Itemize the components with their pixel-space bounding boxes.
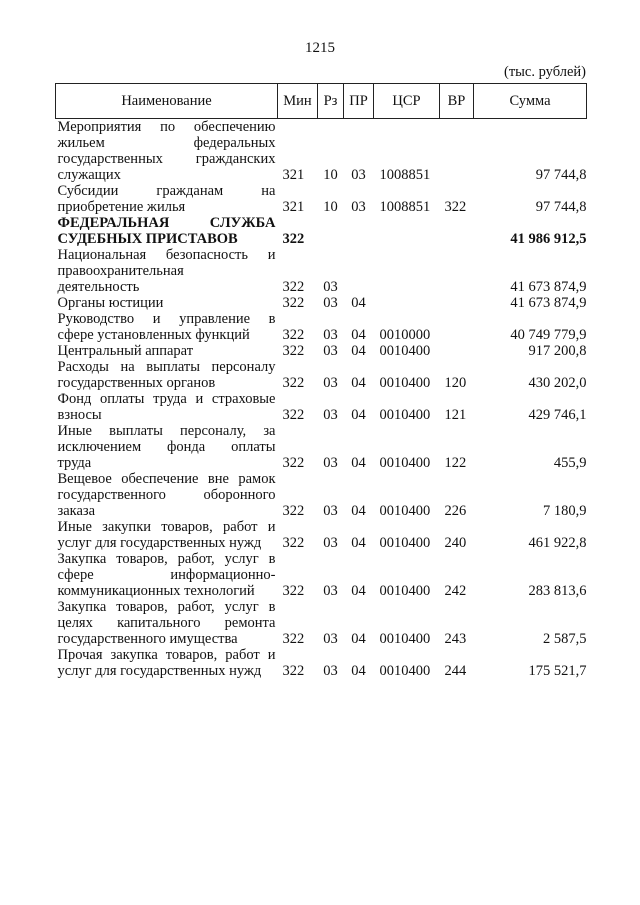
cell-csr: 0010400 bbox=[379, 663, 431, 679]
name-line: услуг для государственных нужд bbox=[57, 663, 262, 679]
cell-pr: 04 bbox=[351, 631, 366, 647]
cell-rz: 03 bbox=[323, 455, 338, 471]
name-line: служащих bbox=[57, 167, 121, 183]
cell-pr: 04 bbox=[351, 663, 366, 679]
cell-pr: 04 bbox=[351, 455, 366, 471]
name-line: государственного оборонного bbox=[57, 487, 276, 503]
cell-vr bbox=[440, 343, 474, 359]
units-label: (тыс. рублей) bbox=[504, 64, 586, 80]
name-line: Центральный аппарат bbox=[57, 343, 194, 359]
cell-csr: 0010400 bbox=[379, 535, 431, 551]
cell-vr bbox=[440, 295, 474, 311]
header-rz: Рз bbox=[318, 84, 344, 119]
cell-sum: 41 673 874,9 bbox=[510, 295, 587, 311]
table-row bbox=[56, 215, 587, 247]
cell-name bbox=[56, 295, 278, 311]
name-line: Прочая закупка товаров, работ и bbox=[57, 647, 276, 663]
cell-rz: 03 bbox=[323, 327, 338, 343]
header-pr: ПР bbox=[344, 84, 374, 119]
cell-sum: 175 521,7 bbox=[528, 663, 587, 679]
cell-vr bbox=[440, 215, 474, 247]
cell-csr: 0010400 bbox=[379, 343, 431, 359]
cell-name bbox=[56, 391, 278, 423]
name-line: государственного имущества bbox=[57, 631, 238, 647]
name-line: деятельность bbox=[57, 279, 140, 295]
cell-sum: 97 744,8 bbox=[535, 167, 587, 183]
cell-min: 322 bbox=[282, 583, 305, 599]
cell-sum: 461 922,8 bbox=[528, 535, 587, 551]
table-row bbox=[56, 343, 587, 359]
cell-sum: 283 813,6 bbox=[528, 583, 587, 599]
name-line: ФЕДЕРАЛЬНАЯ СЛУЖБА bbox=[57, 215, 276, 231]
table-body bbox=[56, 119, 587, 680]
name-line: государственных гражданских bbox=[57, 151, 276, 167]
cell-rz: 10 bbox=[323, 199, 338, 215]
table-row bbox=[56, 119, 587, 184]
cell-pr: 04 bbox=[351, 295, 366, 311]
cell-min: 322 bbox=[282, 631, 305, 647]
table-row bbox=[56, 183, 587, 215]
table-row bbox=[56, 359, 587, 391]
cell-name bbox=[56, 183, 278, 215]
cell-sum: 97 744,8 bbox=[535, 199, 587, 215]
cell-pr bbox=[344, 247, 374, 295]
table-header-row bbox=[56, 84, 587, 119]
cell-vr bbox=[440, 247, 474, 295]
cell-name bbox=[56, 599, 278, 647]
cell-rz bbox=[318, 215, 344, 247]
cell-name bbox=[56, 119, 278, 184]
cell-min: 322 bbox=[282, 375, 305, 391]
cell-rz: 03 bbox=[323, 279, 338, 295]
table-row bbox=[56, 471, 587, 519]
cell-min: 321 bbox=[282, 199, 305, 215]
cell-min: 322 bbox=[282, 295, 305, 311]
cell-min: 322 bbox=[282, 503, 305, 519]
cell-vr: 240 bbox=[444, 535, 467, 551]
cell-name bbox=[56, 471, 278, 519]
cell-csr: 0010400 bbox=[379, 455, 431, 471]
cell-csr: 0010400 bbox=[379, 503, 431, 519]
cell-vr: 226 bbox=[444, 503, 467, 519]
name-line: жильем федеральных bbox=[57, 135, 276, 151]
cell-pr: 03 bbox=[351, 199, 366, 215]
cell-vr: 120 bbox=[444, 375, 467, 391]
name-line: взносы bbox=[57, 407, 102, 423]
cell-rz: 03 bbox=[323, 663, 338, 679]
table-row bbox=[56, 391, 587, 423]
name-line: Вещевое обеспечение вне рамок bbox=[57, 471, 276, 487]
header-csr: ЦСР bbox=[374, 84, 440, 119]
cell-csr: 0010000 bbox=[379, 327, 431, 343]
cell-rz: 03 bbox=[323, 583, 338, 599]
cell-rz: 03 bbox=[323, 375, 338, 391]
cell-min: 322 bbox=[282, 231, 305, 247]
name-line: государственных органов bbox=[57, 375, 216, 391]
cell-rz: 03 bbox=[323, 631, 338, 647]
cell-name bbox=[56, 215, 278, 247]
name-line: услуг для государственных нужд bbox=[57, 535, 262, 551]
cell-name bbox=[56, 519, 278, 551]
cell-pr: 04 bbox=[351, 407, 366, 423]
cell-min: 322 bbox=[282, 455, 305, 471]
budget-table bbox=[55, 83, 587, 679]
cell-vr: 122 bbox=[444, 455, 467, 471]
cell-pr: 04 bbox=[351, 503, 366, 519]
cell-min: 321 bbox=[282, 167, 305, 183]
name-line: правоохранительная bbox=[57, 263, 184, 279]
cell-rz: 03 bbox=[323, 343, 338, 359]
name-line: Фонд оплаты труда и страховые bbox=[57, 391, 276, 407]
name-line: Закупка товаров, работ, услуг в bbox=[57, 551, 276, 567]
name-line: коммуникационных технологий bbox=[57, 583, 255, 599]
cell-vr: 244 bbox=[444, 663, 467, 679]
name-line: Расходы на выплаты персоналу bbox=[57, 359, 276, 375]
table-row bbox=[56, 311, 587, 343]
header-sum: Сумма bbox=[474, 84, 587, 119]
table-row bbox=[56, 599, 587, 647]
name-line: Закупка товаров, работ, услуг в bbox=[57, 599, 276, 615]
name-line: СУДЕБНЫХ ПРИСТАВОВ bbox=[57, 231, 238, 247]
cell-rz: 03 bbox=[323, 503, 338, 519]
cell-sum: 429 746,1 bbox=[528, 407, 587, 423]
cell-min: 322 bbox=[282, 343, 305, 359]
name-line: исключением фонда оплаты bbox=[57, 439, 276, 455]
cell-csr bbox=[374, 295, 440, 311]
cell-csr: 0010400 bbox=[379, 631, 431, 647]
cell-pr bbox=[344, 215, 374, 247]
cell-rz: 10 bbox=[323, 167, 338, 183]
cell-vr: 121 bbox=[444, 407, 467, 423]
cell-sum: 41 986 912,5 bbox=[510, 231, 587, 247]
cell-sum: 455,9 bbox=[553, 455, 587, 471]
cell-name bbox=[56, 343, 278, 359]
cell-name bbox=[56, 551, 278, 599]
cell-csr: 1008851 bbox=[379, 167, 431, 183]
cell-min: 322 bbox=[282, 279, 305, 295]
header-vr: ВР bbox=[440, 84, 474, 119]
cell-name bbox=[56, 311, 278, 343]
cell-sum: 7 180,9 bbox=[543, 503, 587, 519]
cell-vr bbox=[440, 311, 474, 343]
cell-name bbox=[56, 359, 278, 391]
table-row bbox=[56, 423, 587, 471]
cell-name bbox=[56, 423, 278, 471]
cell-sum: 2 587,5 bbox=[543, 631, 587, 647]
cell-vr: 322 bbox=[444, 199, 467, 215]
cell-csr: 0010400 bbox=[379, 583, 431, 599]
table-row bbox=[56, 551, 587, 599]
cell-vr: 243 bbox=[444, 631, 467, 647]
name-line: Иные закупки товаров, работ и bbox=[57, 519, 276, 535]
cell-pr: 04 bbox=[351, 535, 366, 551]
name-line: приобретение жилья bbox=[57, 199, 186, 215]
cell-sum: 40 749 779,9 bbox=[510, 327, 587, 343]
cell-csr bbox=[374, 215, 440, 247]
name-line: сфере информационно- bbox=[57, 567, 276, 583]
cell-sum: 430 202,0 bbox=[528, 375, 587, 391]
cell-min: 322 bbox=[282, 535, 305, 551]
cell-csr: 1008851 bbox=[379, 199, 431, 215]
cell-rz: 03 bbox=[323, 407, 338, 423]
cell-vr: 242 bbox=[444, 583, 467, 599]
name-line: сфере установленных функций bbox=[57, 327, 250, 343]
cell-min: 322 bbox=[282, 663, 305, 679]
table-row bbox=[56, 295, 587, 311]
table-row bbox=[56, 247, 587, 295]
header-name: Наименование bbox=[56, 84, 278, 119]
name-line: заказа bbox=[57, 503, 96, 519]
cell-sum: 41 673 874,9 bbox=[510, 279, 587, 295]
cell-csr: 0010400 bbox=[379, 375, 431, 391]
cell-min: 322 bbox=[282, 407, 305, 423]
page-number: 1215 bbox=[305, 40, 335, 56]
cell-csr bbox=[374, 247, 440, 295]
cell-rz: 03 bbox=[323, 295, 338, 311]
name-line: Иные выплаты персоналу, за bbox=[57, 423, 276, 439]
cell-pr: 03 bbox=[351, 167, 366, 183]
cell-sum: 917 200,8 bbox=[528, 343, 587, 359]
cell-pr: 04 bbox=[351, 375, 366, 391]
name-line: Национальная безопасность и bbox=[57, 247, 276, 263]
cell-name bbox=[56, 247, 278, 295]
name-line: Руководство и управление в bbox=[57, 311, 276, 327]
cell-pr: 04 bbox=[351, 343, 366, 359]
cell-pr: 04 bbox=[351, 583, 366, 599]
cell-csr: 0010400 bbox=[379, 407, 431, 423]
table-row bbox=[56, 647, 587, 679]
cell-pr: 04 bbox=[351, 327, 366, 343]
cell-vr bbox=[440, 119, 474, 184]
name-line: Мероприятия по обеспечению bbox=[57, 119, 276, 135]
cell-name bbox=[56, 647, 278, 679]
cell-rz: 03 bbox=[323, 535, 338, 551]
table-row bbox=[56, 519, 587, 551]
cell-min: 322 bbox=[282, 327, 305, 343]
name-line: труда bbox=[57, 455, 92, 471]
name-line: Органы юстиции bbox=[57, 295, 164, 311]
name-line: целях капитального ремонта bbox=[57, 615, 276, 631]
name-line: Субсидии гражданам на bbox=[57, 183, 276, 199]
header-min: Мин bbox=[278, 84, 318, 119]
